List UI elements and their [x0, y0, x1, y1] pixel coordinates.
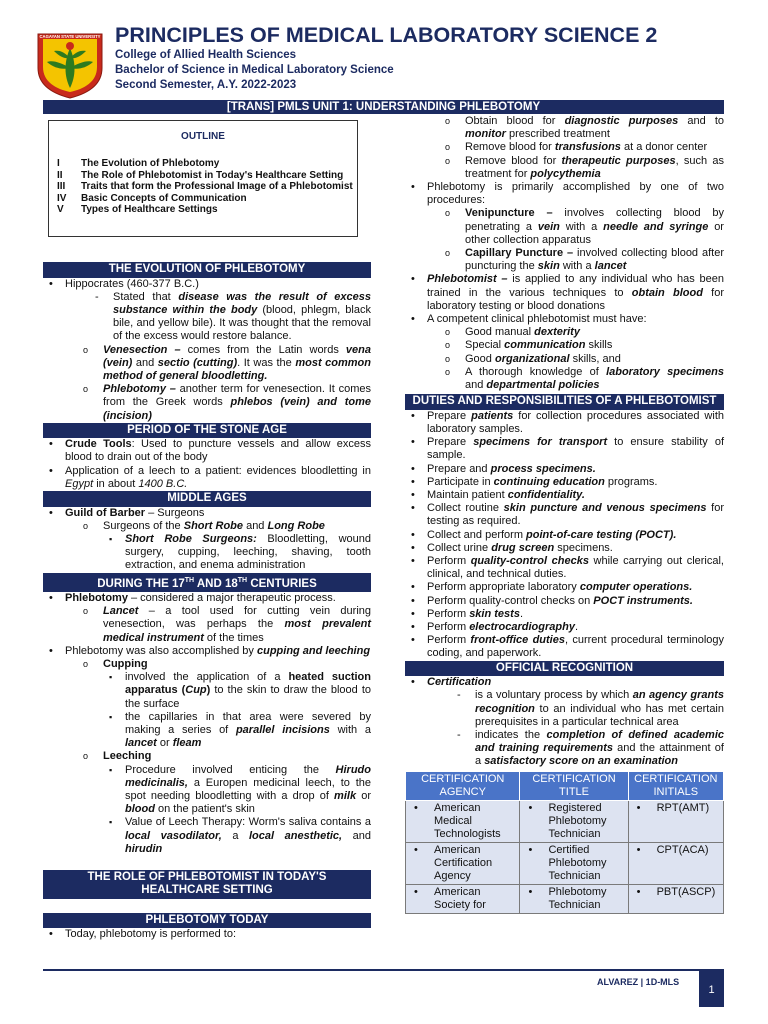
duties-list: • Prepare patients for collection procedures associated with laboratory samples. • Prepare specimens for transport to ensure stability of sample. • Prepare and process specimens. • Participate in continuing education programs. • Maintain patient confidentiality. • Collect routine skin puncture and venous specimens for testing as required. • Collect and perform point-of-care testing (POCT). • Collect urine drug screen specimens. • Perform quality-control checks while carrying out clerical, clinical, and technical duties. • Perform appropriate laboratory computer operations. • Perform quality-control checks on POCT instruments. • Perform skin tests. • Perform electrocardiography. • Perform front-office duties, current procedural terminology coding, and paperwork. — [405, 410, 724, 661]
table-header: CERTIFICATION TITLE — [520, 771, 628, 800]
table-header: CERTIFICATION INITIALS — [628, 771, 723, 800]
section-evolution: THE EVOLUTION OF PHLEBOTOMY — [43, 262, 371, 278]
centuries-list: • Phlebotomy – considered a major therapeutic process. o Lancet – a tool used for cutting vein during venesection, was perhaps the most prevalent medical instrument of the times • Phlebotomy was also accomplished by cupping and leeching o Cupping ▪ involved the application of a heated suction apparatus (Cup) to the skin to draw the blood to the surface ▪ the capillaries in that area were severed by making a series of parallel incisions with a lancet or fleam o Leeching ▪ Procedure involved enticing the Hirudo medicinalis, a Europen medicinal leech, to the spot needing bloodletting with a drop of milk or blood on the patient's skin ▪ Value of Leech Therapy: Worm's saliva contains a local vasodilator, a local anesthetic, and hirudin — [43, 592, 371, 856]
college-name: College of Allied Health Sciences — [115, 49, 297, 61]
left-column — [43, 115, 371, 942]
outline-item: I The Evolution of Phlebotomy — [57, 158, 220, 170]
page-number: 1 — [699, 971, 724, 1007]
trans-title-bar: [TRANS] PMLS UNIT 1: UNDERSTANDING PHLEBOTOMY — [43, 100, 724, 114]
seal-arc-text: CAGAYAN STATE UNIVERSITY — [39, 34, 101, 39]
section-middle-ages: MIDDLE AGES — [43, 491, 371, 507]
semester-label: Second Semester, A.Y. 2022-2023 — [115, 79, 297, 91]
section-duties: DUTIES AND RESPONSIBILITIES OF A PHLEBOTOMIST — [405, 394, 724, 410]
outline-item: II The Role of Phlebotomist in Today's Healthcare Setting — [57, 169, 344, 181]
section-role: THE ROLE OF PHLEBOTOMIST IN TODAY'S HEALTHCARE SETTING — [43, 870, 371, 899]
outline-box — [48, 120, 358, 237]
section-centuries: DURING THE 17TH AND 18TH CENTURIES — [43, 573, 371, 592]
certification-table — [405, 771, 724, 914]
outline-item: IV Basic Concepts of Communication — [57, 192, 247, 204]
middle-ages-list: • Guild of Barber – Surgeons o Surgeons of the Short Robe and Long Robe ▪ Short Robe Surgeons: Bloodletting, wound surgery, cupping, leeching, shaving, tooth extraction, and enema administration — [43, 507, 371, 573]
table-row: • American Society for • Phlebotomy Technician • PBT(ASCP) — [406, 884, 724, 913]
stone-age-list: • Crude Tools: Used to puncture vessels and allow excess blood to drain out of the body • Application of a leech to a patient: evidences bloodletting in Egypt in about 1400 B.C. — [43, 438, 371, 491]
recognition-list: • Certification - is a voluntary process by which an agency grants recognition to an individual who has met certain prerequisites in a particular technical area - indicates the completion of defined academic and training requirements and the attainment of a satisfactory score on an examination — [405, 676, 724, 768]
document-title: PRINCIPLES OF MEDICAL LABORATORY SCIENCE 2 — [115, 23, 658, 47]
program-name: Bachelor of Science in Medical Laboratory Science — [115, 64, 394, 76]
outline-heading: OUTLINE — [181, 131, 225, 142]
footer-rule — [43, 969, 724, 971]
outline-item: III Traits that form the Professional Image of a Phlebotomist — [57, 181, 353, 193]
table-row: • American Certification Agency • Certified Phlebotomy Technician • CPT(ACA) — [406, 842, 724, 884]
purposes-list: o Obtain blood for diagnostic purposes and to monitor prescribed treatment o Remove blood for transfusions at a donor center o Remove blood for therapeutic purposes, such as treatment for polycythemia • Phlebotomy is primarily accomplished by one of two procedures: o Venipuncture – involves collecting blood by penetrating a vein with a needle and syringe or other collection apparatus o Capillary Puncture – involved collecting blood after puncturing the skin with a lancet • Phlebotomist – is applied to any individual who has been trained in the various techniques to obtain blood for laboratory testing or blood donations • A competent clinical phlebotomist must have: o Good manual dexterity o Special communication skills o Good organizational skills, and o A thorough knowledge of laboratory specimens and departmental policies — [405, 115, 724, 392]
section-stone-age: PERIOD OF THE STONE AGE — [43, 423, 371, 439]
section-phlebotomy-today: PHLEBOTOMY TODAY — [43, 913, 371, 929]
outline-item: V Types of Healthcare Settings — [57, 204, 218, 216]
right-column — [405, 115, 724, 914]
today-list: • Today, phlebotomy is performed to: — [43, 928, 371, 941]
university-seal-icon — [34, 28, 106, 100]
section-official-recognition: OFFICIAL RECOGNITION — [405, 661, 724, 677]
table-header: CERTIFICATION AGENCY — [406, 771, 520, 800]
evolution-list: • Hippocrates (460-377 B.C.) - Stated that disease was the result of excess substance within the body (blood, phlegm, black bile, and yellow bile). It was thought that the removal of the excess would restore balance. o Venesection – comes from the Latin words vena (vein) and sectio (cutting). It was the most common method of general bloodletting. o Phlebotomy – another term for venesection. It comes from the Greek words phlebos (vein) and tome (incision) — [43, 278, 371, 423]
table-row: • American Medical Technologists • Registered Phlebotomy Technician • RPT(AMT) — [406, 800, 724, 842]
footer-author: ALVAREZ | 1D-MLS — [597, 977, 680, 987]
